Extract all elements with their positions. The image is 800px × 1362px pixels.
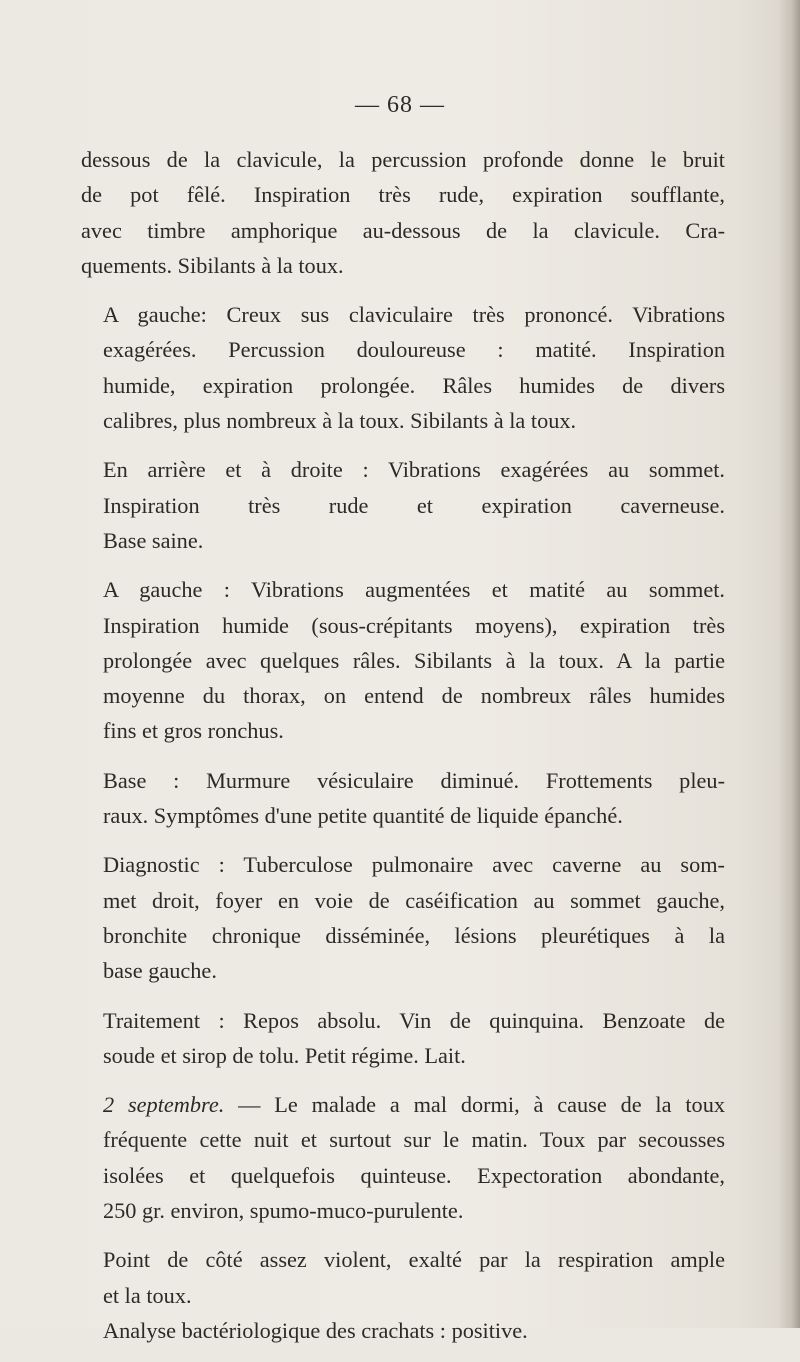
text-line: Inspiration humide (sous-crépitants moyens), expiration très [103,612,725,638]
text-line: En arrière et à droite : Vibrations exagérées au sommet. [103,457,725,483]
paragraph [81,142,725,283]
text-line: prolongée avec quelques râles. Sibilants à la toux. A la partie [103,647,725,673]
text-line: Base saine. [103,527,204,553]
text-line: quements. Sibilants à la toux. [81,252,344,278]
body-text [81,142,725,1362]
text-line: Inspiration très rude et expiration caverneuse. [103,492,725,518]
text-line: exagérées. Percussion douloureuse : matité. Inspiration [103,337,725,363]
page-number: — 68 — [355,92,445,118]
text-line: Diagnostic : Tuberculose pulmonaire avec caverne au som- [103,852,725,878]
text-line: soude et sirop de tolu. Petit régime. Lait. [103,1042,466,1068]
paragraph [81,297,725,438]
text-line: isolées et quelquefois quinteuse. Expectoration abondante, [103,1162,725,1188]
text-line: de pot fêlé. Inspiration très rude, expiration soufflante, [81,182,725,208]
entry-date: 2 septembre. [103,1092,225,1118]
text-line: met droit, foyer en voie de caséification au sommet gauche, [103,887,725,913]
text-line: dessous de la clavicule, la percussion profonde donne le bruit [81,147,725,172]
text-line [81,1087,725,1122]
text-line: et la toux. [103,1282,192,1308]
paragraph [81,572,725,748]
text-line: raux. Symptômes d'une petite quantité de liquide épanché. [103,803,623,829]
text-line: Base : Murmure vésiculaire diminué. Frottements pleu- [103,767,725,793]
text-line: 250 gr. environ, spumo-muco-purulente. [103,1198,464,1224]
text-line: moyenne du thorax, on entend de nombreux râles humides [103,683,725,709]
page-edge-shadow [778,0,800,1328]
text-line: avec timbre amphorique au-dessous de la clavicule. Cra- [81,217,725,243]
text-line: base gauche. [103,958,217,984]
text-line: Analyse bactériologique des crachats : positive. [103,1317,528,1343]
paragraph [81,847,725,988]
paragraph [81,763,725,834]
text-line: Traitement : Repos absolu. Vin de quinquina. Benzoate de [103,1007,725,1033]
text-line: A gauche : Vibrations augmentées et matité au sommet. [103,577,725,603]
paragraph [81,1003,725,1074]
text-line: fréquente cette nuit et surtout sur le matin. Toux par secousses [103,1127,725,1153]
paragraph [81,452,725,558]
text-line: calibres, plus nombreux à la toux. Sibilants à la toux. [103,408,577,434]
text-line: A gauche: Creux sus claviculaire très prononcé. Vibrations [103,302,725,328]
text-line: Point de côté assez violent, exalté par la respiration ample [103,1247,725,1273]
text-line: bronchite chronique disséminée, lésions pleurétiques à la [103,922,725,948]
paragraph [81,1313,725,1348]
text-line: humide, expiration prolongée. Râles humides de divers [103,372,725,398]
paragraph [81,1087,725,1228]
text-line: fins et gros ronchus. [103,718,284,744]
text-line-rest: — Le malade a mal dormi, à cause de la toux [224,1092,725,1118]
paragraph [81,1242,725,1313]
